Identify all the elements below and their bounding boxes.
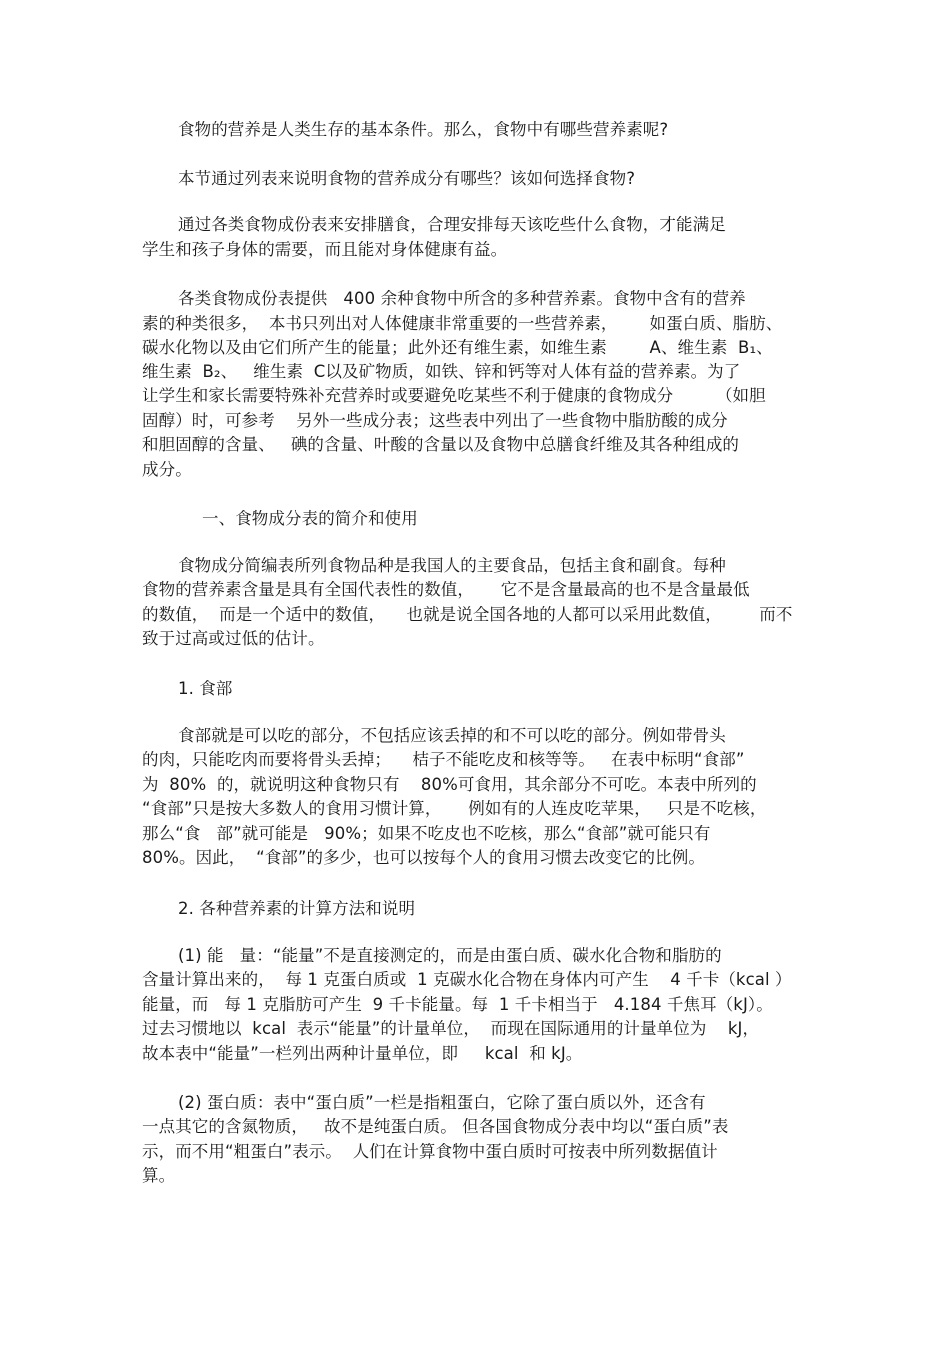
paragraph-line: 的数值， 而是一个适中的数值， 也就是说全国各地的人都可以采用此数值， 而不 — [142, 605, 793, 624]
paragraph-line: 固醇）时，可参考 另外一些成分表；这些表中列出了一些食物中脂肪酸的成分 — [142, 411, 728, 430]
paragraph-line: 那么“食 部”就可能是 90%；如果不吃皮也不吃核，那么“食部”就可能只有 — [142, 824, 711, 843]
paragraph-line: 食部就是可以吃的部分，不包括应该丢掉的和不可以吃的部分。例如带骨头 — [178, 726, 726, 745]
paragraph-line: 学生和孩子身体的需要，而且能对身体健康有益。 — [142, 240, 508, 259]
paragraph-line: 让学生和家长需要特殊补充营养时或要避免吃某些不利于健康的食物成分 （如胆 — [142, 386, 766, 405]
paragraph-line: 示，而不用“粗蛋白”表示。 人们在计算食物中蛋白质时可按表中所列数据值计 — [142, 1142, 718, 1161]
paragraph-line: 为 80% 的，就说明这种食物只有 80%可食用，其余部分不可吃。本表中所列的 — [142, 775, 757, 794]
paragraph-line: 和胆固醇的含量、 碘的含量、叶酸的含量以及食物中总膳食纤维及其各种组成的 — [142, 435, 740, 454]
subsection-heading: 1. 食部 — [178, 679, 233, 698]
paragraph-line: 素的种类很多， 本书只列出对人体健康非常重要的一些营养素， 如蛋白质、脂肪、 — [142, 314, 783, 333]
paragraph-line: 80%。因此， “食部”的多少，也可以按每个人的食用习惯去改变它的比例。 — [142, 848, 705, 867]
paragraph-line: 一点其它的含氮物质， 故不是纯蛋白质。 但各国食物成分表中均以“蛋白质”表 — [142, 1117, 729, 1136]
paragraph-line: 各类食物成份表提供 400 余种食物中所含的多种营养素。食物中含有的营养 — [178, 289, 746, 308]
paragraph-line: 故本表中“能量”一栏列出两种计量单位，即 kcal 和 kJ。 — [142, 1044, 583, 1063]
paragraph-line: 碳水化物以及由它们所产生的能量；此外还有维生素，如维生素 A、维生素 B₁、 — [142, 338, 773, 357]
paragraph-line: 通过各类食物成份表来安排膳食，合理安排每天该吃些什么食物，才能满足 — [178, 215, 726, 234]
intro-line: 食物的营养是人类生存的基本条件。那么，食物中有哪些营养素呢? — [178, 120, 669, 139]
paragraph-line: 食物成分简编表所列食物品种是我国人的主要食品，包括主食和副食。每种 — [178, 556, 726, 575]
paragraph-line: “食部”只是按大多数人的食用习惯计算， 例如有的人连皮吃苹果， 只是不吃核， — [142, 799, 767, 818]
intro-line: 本节通过列表来说明食物的营养成分有哪些？该如何选择食物? — [178, 169, 636, 188]
subsection-heading: 2. 各种营养素的计算方法和说明 — [178, 899, 416, 918]
paragraph-line: 成分。 — [142, 460, 192, 479]
paragraph-line: 的肉，只能吃肉而要将骨头丢掉； 桔子不能吃皮和核等等。 在表中标明“食部” — [142, 750, 745, 769]
paragraph-line: 过去习惯地以 kcal 表示“能量”的计量单位， 而现在国际通用的计量单位为 kJ， — [142, 1019, 760, 1038]
paragraph-line: 食物的营养素含量是具有全国代表性的数值， 它不是含量最高的也不是含量最低 — [142, 580, 750, 599]
section-heading: 一、食物成分表的简介和使用 — [202, 509, 418, 528]
paragraph-line: 致于过高或过低的估计。 — [142, 629, 325, 648]
paragraph-line: 算。 — [142, 1166, 176, 1185]
paragraph-line: (2) 蛋白质：表中“蛋白质”一栏是指粗蛋白，它除了蛋白质以外，还含有 — [178, 1093, 706, 1112]
paragraph-line: (1) 能 量：“能量”不是直接测定的，而是由蛋白质、碳水化合物和脂肪的 — [178, 946, 722, 965]
paragraph-line: 维生素 B₂、 维生素 C以及矿物质，如铁、锌和钙等对人体有益的营养素。为了 — [142, 362, 741, 381]
paragraph-line: 含量计算出来的， 每 1 克蛋白质或 1 克碳水化合物在身体内可产生 4 千卡（kcal ） — [142, 970, 792, 989]
paragraph-line: 能量，而 每 1 克脂肪可产生 9 千卡能量。每 1 千卡相当于 4.184 千焦耳（kJ）。 — [142, 995, 773, 1014]
